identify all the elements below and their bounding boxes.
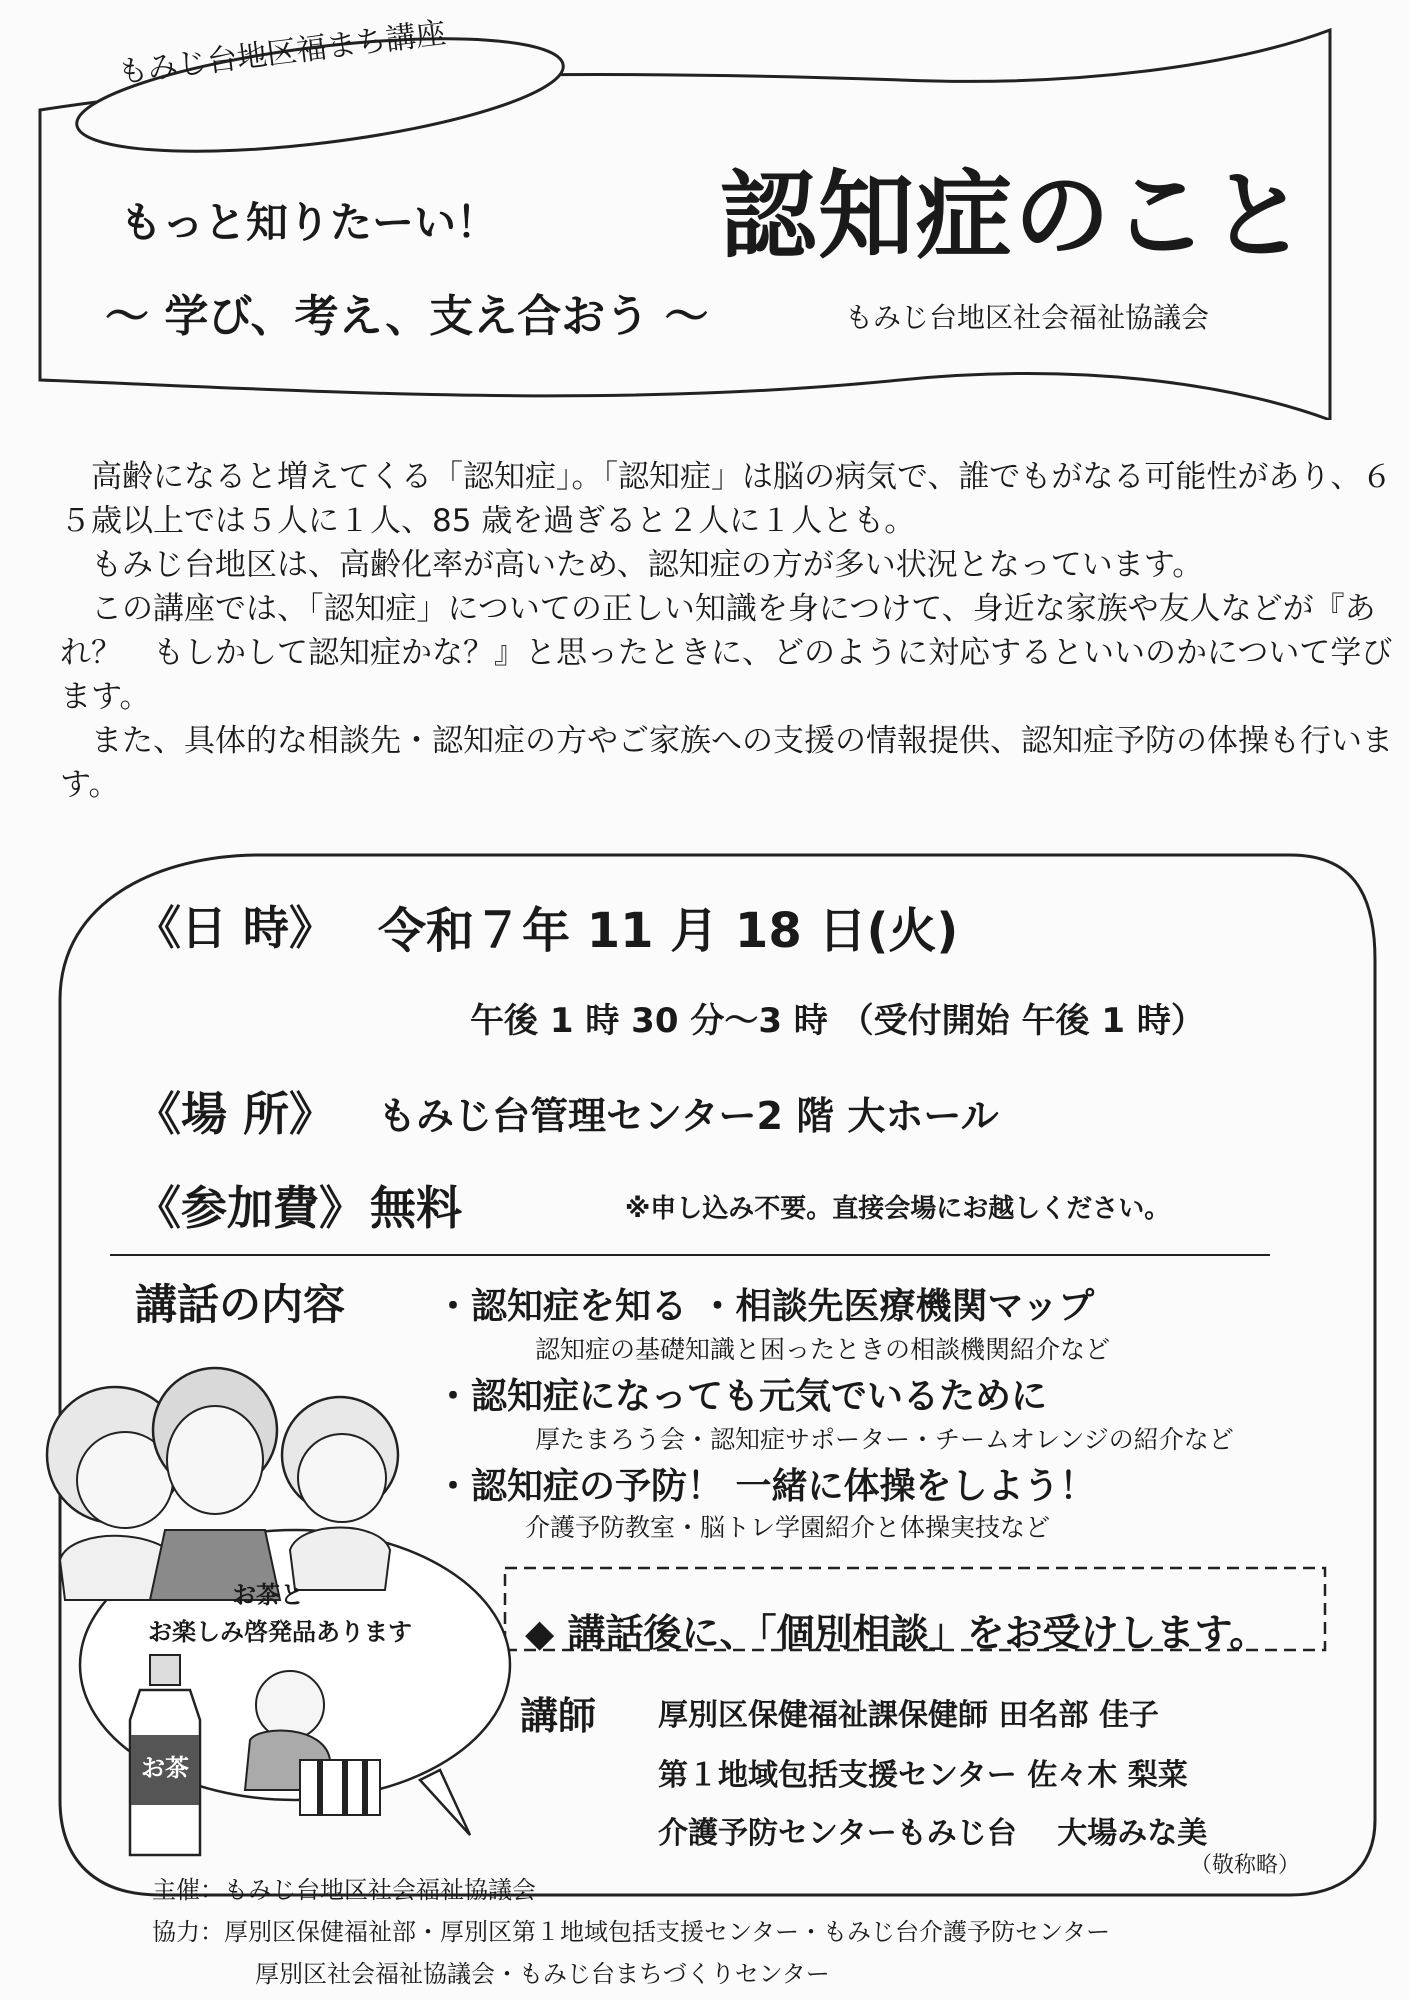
honorific-note: （敬称略） bbox=[1190, 1853, 1301, 1878]
time-value: 午後 1 時 30 分～3 時 （受付開始 午後 1 時） bbox=[470, 1001, 1205, 1041]
place-label: 《場 所》 bbox=[135, 1087, 336, 1141]
topic-detail: 介護予防教室・脳トレ学園紹介と体操実技など bbox=[525, 1513, 1051, 1542]
date-value: 令和７年 11 月 18 日(火) bbox=[378, 903, 959, 959]
date-label: 《日 時》 bbox=[135, 901, 336, 955]
topic-detail: 認知症の基礎知識と困ったときの相談機関紹介など bbox=[535, 1335, 1111, 1364]
host-credit: 主催：もみじ台地区社会福祉協議会 bbox=[152, 1876, 536, 1904]
content-title: 講話の内容 bbox=[135, 1280, 346, 1329]
people-illustration bbox=[47, 1368, 398, 1600]
organizer-name: もみじ台地区社会福祉協議会 bbox=[845, 301, 1210, 334]
fee-value: 無料 bbox=[370, 1181, 462, 1235]
intro-paragraph: もみじ台地区は、高齢化率が高いため、認知症の方が多い状況となっています。 bbox=[91, 547, 1204, 583]
cooperation-credit-1: 協力：厚別区保健福祉部・厚別区第１地域包括支援センター・もみじ台介護予防センター bbox=[152, 1918, 1111, 1946]
lecturer-item: 厚別区保健福祉課保健師 田名部 佳子 bbox=[658, 1698, 1159, 1733]
place-value: もみじ台管理センター2 階 大ホール bbox=[378, 1094, 999, 1138]
registration-note: ※申し込み不要。直接会場にお越しください。 bbox=[625, 1194, 1171, 1224]
lecturer-item: 介護予防センターもみじ台 大場みな美 bbox=[658, 1816, 1208, 1851]
intro-paragraph: また、具体的な相談先・認知症の方やご家族への支援の情報提供、認知症予防の体操も行います。 bbox=[60, 723, 1393, 803]
topic-heading: ・認知症の予防！ 一緒に体操をしよう！ bbox=[435, 1466, 1096, 1507]
page-title: 認知症のこと bbox=[720, 160, 1308, 272]
lead-text: もっと知りたーい！ bbox=[120, 198, 499, 247]
consultation-notice: ◆ 講話後に、「個別相談」をお受けします。 bbox=[525, 1611, 1268, 1655]
topic-detail: 厚たまろう会・認知症サポーター・チームオレンジの紹介など bbox=[535, 1425, 1234, 1454]
cooperation-credit-2: 厚別区社会福祉協議会・もみじ台まちづくりセンター bbox=[255, 1960, 830, 1988]
tea-bubble-line2: お楽しみ啓発品あります bbox=[148, 1618, 412, 1646]
intro-paragraph: 高齢になると増えてくる「認知症」。「認知症」は脳の病気で、誰でもがなる可能性があり、６５歳以上では５人に１人、85 歳を過ぎると２人に１人とも。 bbox=[60, 459, 1393, 539]
subtitle: ～ 学び、考え、支え合おう ～ bbox=[105, 291, 709, 342]
intro-paragraph: この講座では、「認知症」についての正しい知識を身につけて、身近な家族や友人などが『あれ？ もしかして認知症かな？』と思ったときに、どのように対応するといいのかについて学びます。 bbox=[60, 591, 1393, 715]
series-label: もみじ台地区福まち講座 bbox=[115, 15, 448, 91]
tea-bubble-line1: お茶と bbox=[232, 1581, 304, 1609]
bottle-label: お茶 bbox=[141, 1754, 189, 1782]
lecturers-title: 講師 bbox=[520, 1694, 597, 1738]
lecturer-item: 第１地域包括支援センター 佐々木 梨菜 bbox=[658, 1758, 1188, 1793]
topic-heading: ・認知症を知る ・相談先医療機関マップ bbox=[435, 1286, 1095, 1327]
topic-heading: ・認知症になっても元気でいるために bbox=[435, 1376, 1048, 1417]
fee-label: 《参加費》 bbox=[135, 1181, 365, 1235]
